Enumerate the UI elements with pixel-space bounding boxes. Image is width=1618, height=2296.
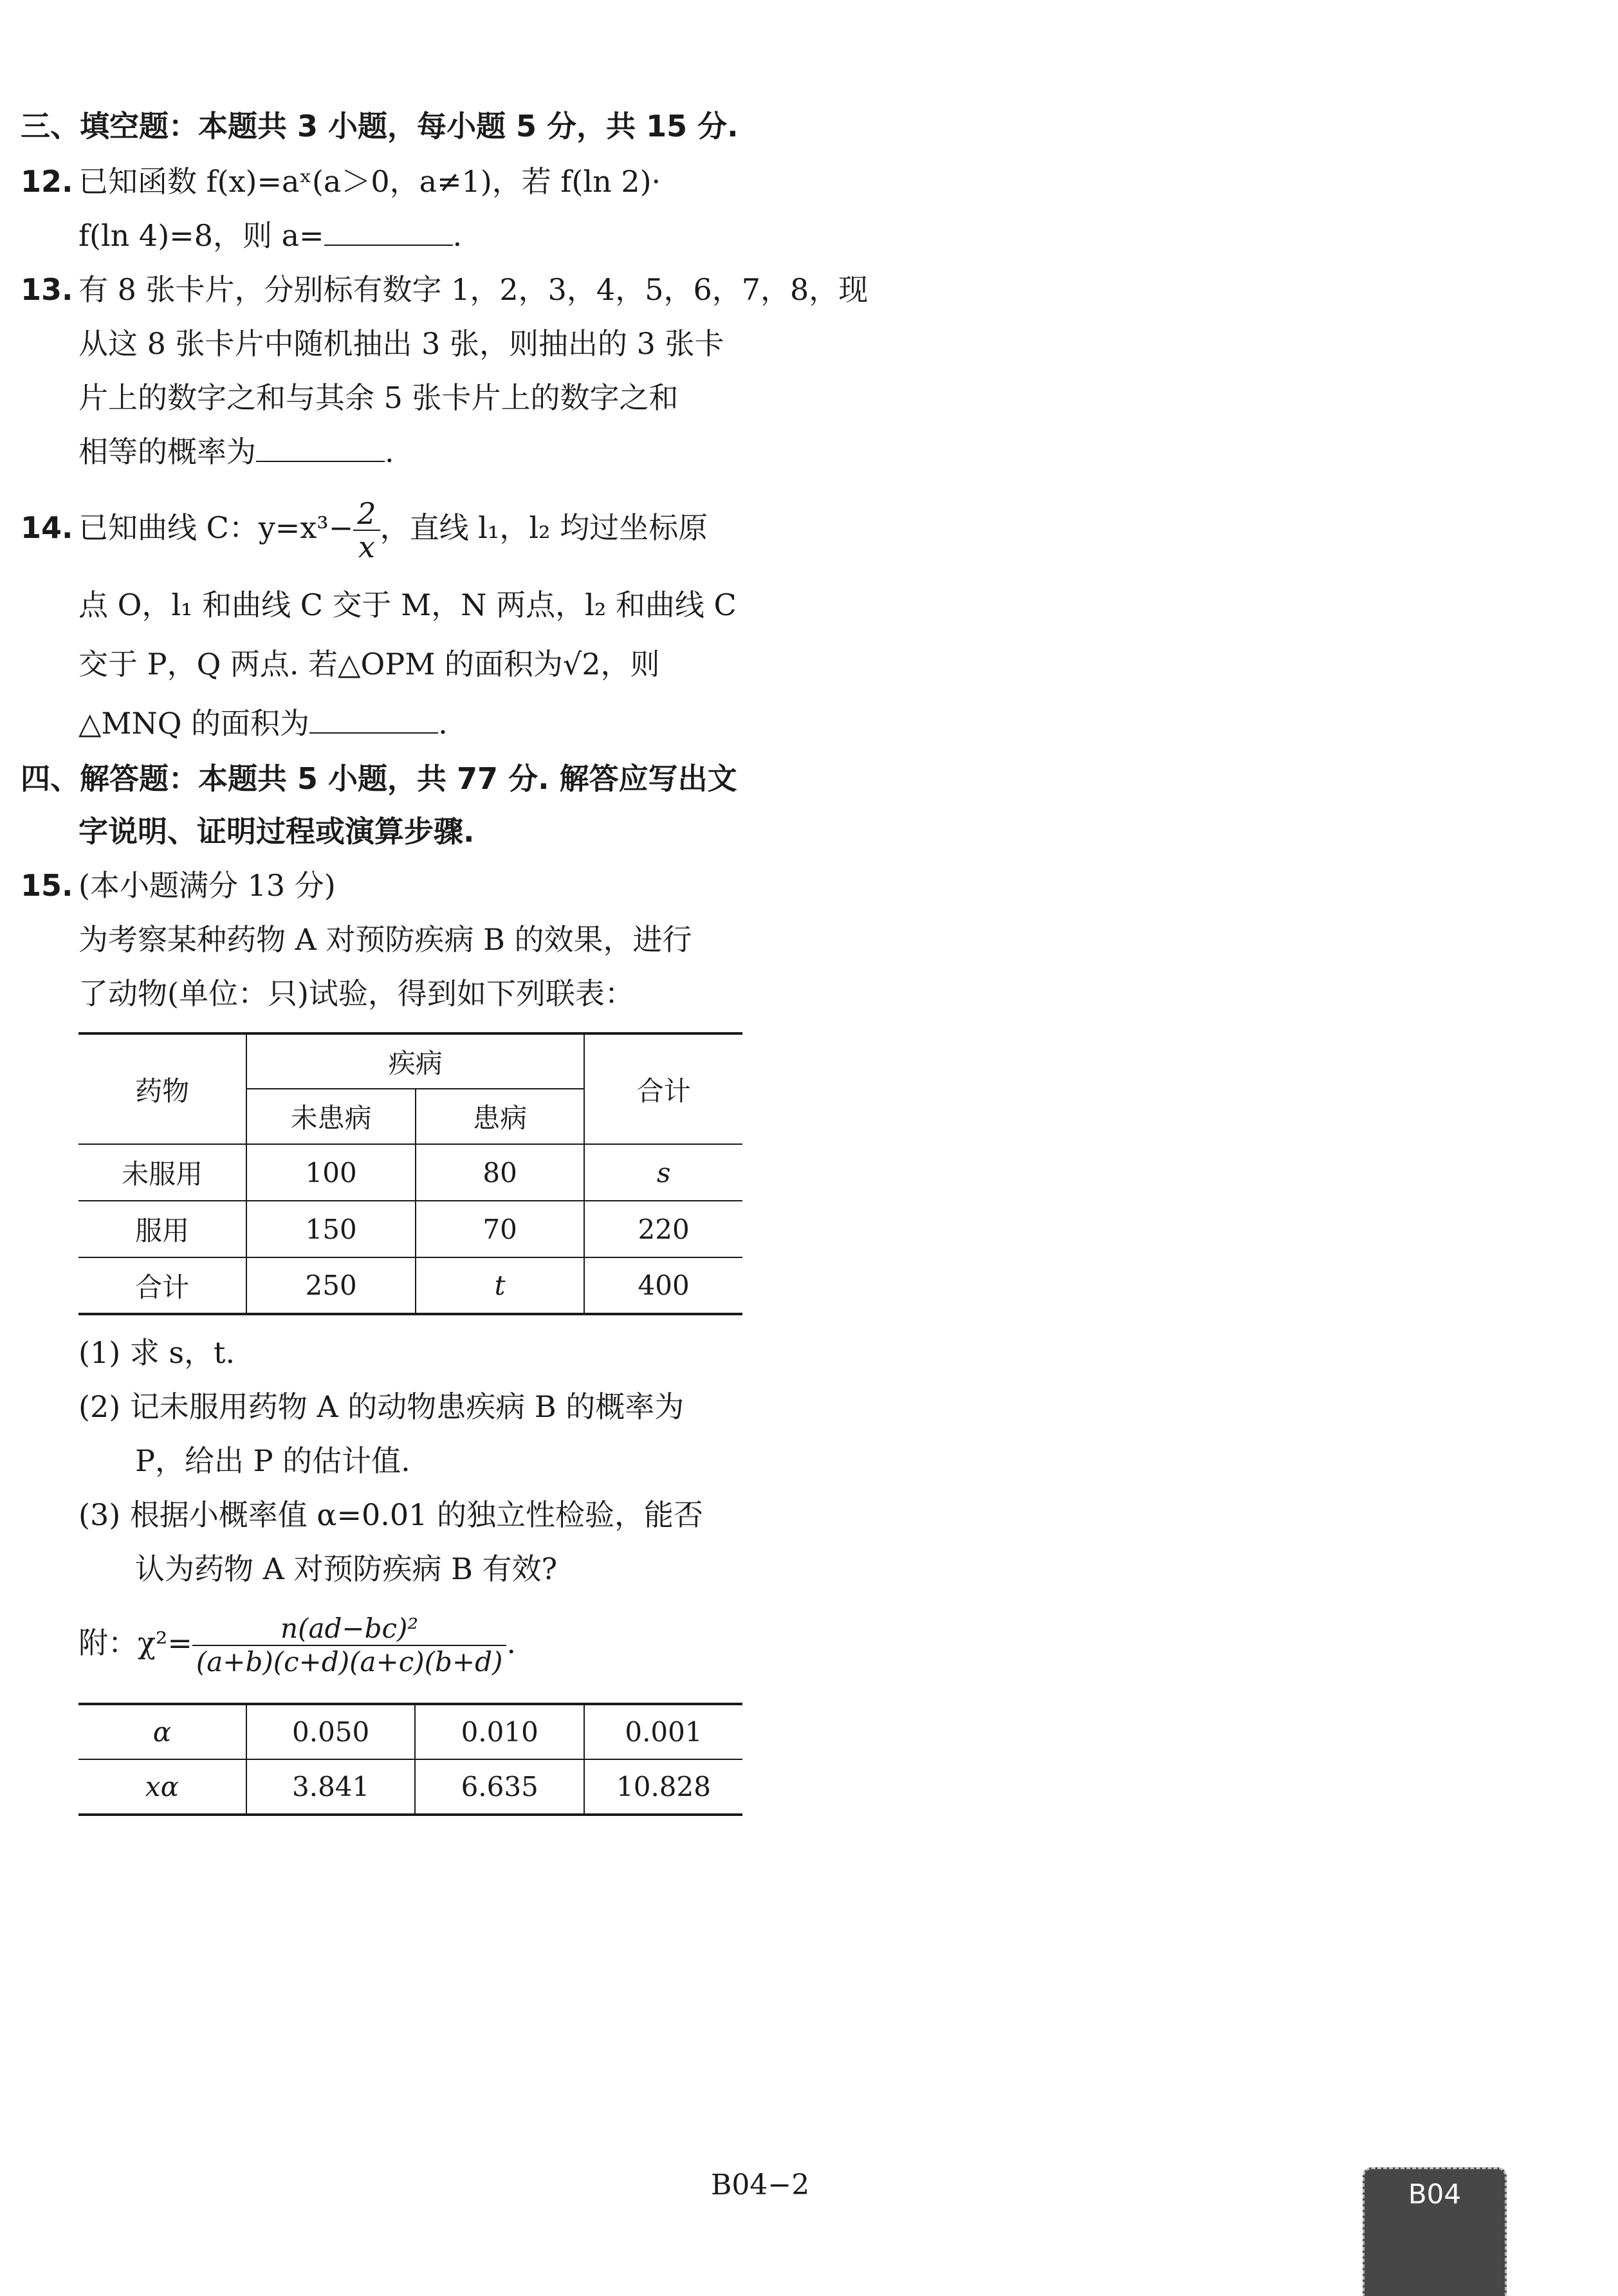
table-row	[78, 1201, 742, 1257]
question-13-line-4	[78, 432, 394, 471]
question-14-line-4-text: △MNQ 的面积为	[78, 706, 310, 741]
section-tab-label: B04	[1408, 2178, 1462, 2210]
question-14-line-2: 点 O，l₁ 和曲线 C 交于 M，N 两点，l₂ 和曲线 C	[78, 588, 737, 622]
table-cell: 0.001	[584, 1704, 742, 1759]
formula-fraction	[192, 1613, 507, 1678]
formula-prefix: 附：χ²=	[78, 1625, 192, 1660]
table-cell: 70	[416, 1201, 584, 1257]
question-13-line-4-text: 相等的概率为	[78, 434, 256, 469]
section-4-title-line-2: 字说明、证明过程或演算步骤.	[78, 814, 475, 849]
table-cell: 合计	[78, 1257, 246, 1314]
table-row	[78, 1144, 742, 1201]
section-4-title-line-1: 四、解答题：本题共 5 小题，共 77 分. 解答应写出文	[21, 761, 737, 796]
question-15-number: 15.	[21, 868, 73, 903]
table-cell: α	[78, 1704, 246, 1759]
question-15-line-2: 了动物(单位：只)试验，得到如下列联表：	[78, 976, 634, 1011]
question-15-part-2-line-2: P，给出 P 的估计值.	[135, 1443, 410, 1478]
table-cell: 100	[246, 1144, 416, 1201]
question-14-line-1	[78, 495, 708, 563]
question-14-line-1-rest: ，直线 l₁，l₂ 均过坐标原	[380, 510, 708, 545]
question-13-number: 13.	[21, 272, 73, 307]
page-number: B04−2	[711, 2169, 810, 2201]
table-row	[78, 1704, 742, 1759]
fraction-numerator: 2	[353, 497, 380, 531]
header-disease-yes: 患病	[416, 1089, 584, 1144]
formula-numerator: n(ad−bc)²	[192, 1613, 507, 1646]
table-cell: 10.828	[584, 1759, 742, 1815]
table-cell: t	[416, 1257, 584, 1314]
header-drug: 药物	[78, 1033, 246, 1144]
table-cell: s	[584, 1144, 742, 1201]
header-disease: 疾病	[246, 1033, 584, 1089]
fraction-2-over-x	[353, 497, 380, 563]
question-12-line-2	[78, 216, 462, 255]
question-13-line-1: 有 8 张卡片，分别标有数字 1，2，3，4，5，6，7，8，现	[78, 272, 869, 307]
fraction-denominator: x	[358, 530, 375, 564]
table-cell: 80	[416, 1144, 584, 1201]
critical-value-table	[78, 1703, 742, 1816]
question-14-number: 14.	[21, 510, 73, 545]
answer-blank[interactable]	[309, 707, 438, 734]
question-15-line-1: 为考察某种药物 A 对预防疾病 B 的效果，进行	[78, 922, 692, 957]
section-3-title: 三、填空题：本题共 3 小题，每小题 5 分，共 15 分.	[21, 109, 739, 144]
question-12-line-2-end: .	[452, 218, 463, 253]
question-14-line-3: 交于 P，Q 两点. 若△OPM 的面积为√2，则	[78, 647, 660, 681]
question-13-line-2: 从这 8 张卡片中随机抽出 3 张，则抽出的 3 张卡	[78, 326, 724, 361]
question-15-part-1: (1) 求 s，t.	[78, 1335, 235, 1370]
chi-square-formula	[78, 1607, 516, 1678]
answer-blank[interactable]	[324, 219, 453, 246]
question-12-line-1: 已知函数 f(x)=aˣ(a＞0，a≠1)，若 f(ln 2)·	[78, 164, 661, 199]
question-14-line-4-end: .	[438, 706, 448, 741]
question-15-score: (本小题满分 13 分)	[78, 868, 336, 903]
table-row	[78, 1759, 742, 1815]
question-13-line-4-end: .	[385, 434, 394, 469]
header-total: 合计	[584, 1033, 742, 1144]
table-cell: 250	[246, 1257, 416, 1314]
question-15-part-2-line-1: (2) 记未服用药物 A 的动物患疾病 B 的概率为	[78, 1389, 685, 1424]
formula-suffix: .	[506, 1625, 517, 1660]
table-cell: 6.635	[415, 1759, 584, 1815]
question-12-number: 12.	[21, 164, 73, 199]
question-15-part-3-line-2: 认为药物 A 对预防疾病 B 有效?	[135, 1551, 558, 1586]
table-cell: 未服用	[78, 1144, 246, 1201]
table-cell: 150	[246, 1201, 416, 1257]
table-cell: 220	[584, 1201, 742, 1257]
table-row	[78, 1257, 742, 1314]
contingency-table	[78, 1032, 742, 1315]
table-cell: xα	[78, 1759, 246, 1815]
formula-denominator: (a+b)(c+d)(a+c)(b+d)	[196, 1646, 503, 1678]
table-cell: 服用	[78, 1201, 246, 1257]
question-14-line-1-text: 已知曲线 C：y=x³−	[78, 510, 354, 545]
question-12-line-2-text: f(ln 4)=8，则 a=	[78, 218, 324, 253]
answer-blank[interactable]	[256, 435, 385, 462]
section-tab	[1363, 2167, 1507, 2296]
table-cell: 0.050	[246, 1704, 416, 1759]
header-no-disease: 未患病	[246, 1089, 416, 1144]
table-cell: 400	[584, 1257, 742, 1314]
question-14-line-4	[78, 704, 448, 743]
question-15-part-3-line-1: (3) 根据小概率值 α=0.01 的独立性检验，能否	[78, 1497, 704, 1532]
table-cell: 0.010	[415, 1704, 584, 1759]
table-cell: 3.841	[246, 1759, 416, 1815]
question-13-line-3: 片上的数字之和与其余 5 张卡片上的数字之和	[78, 380, 679, 415]
